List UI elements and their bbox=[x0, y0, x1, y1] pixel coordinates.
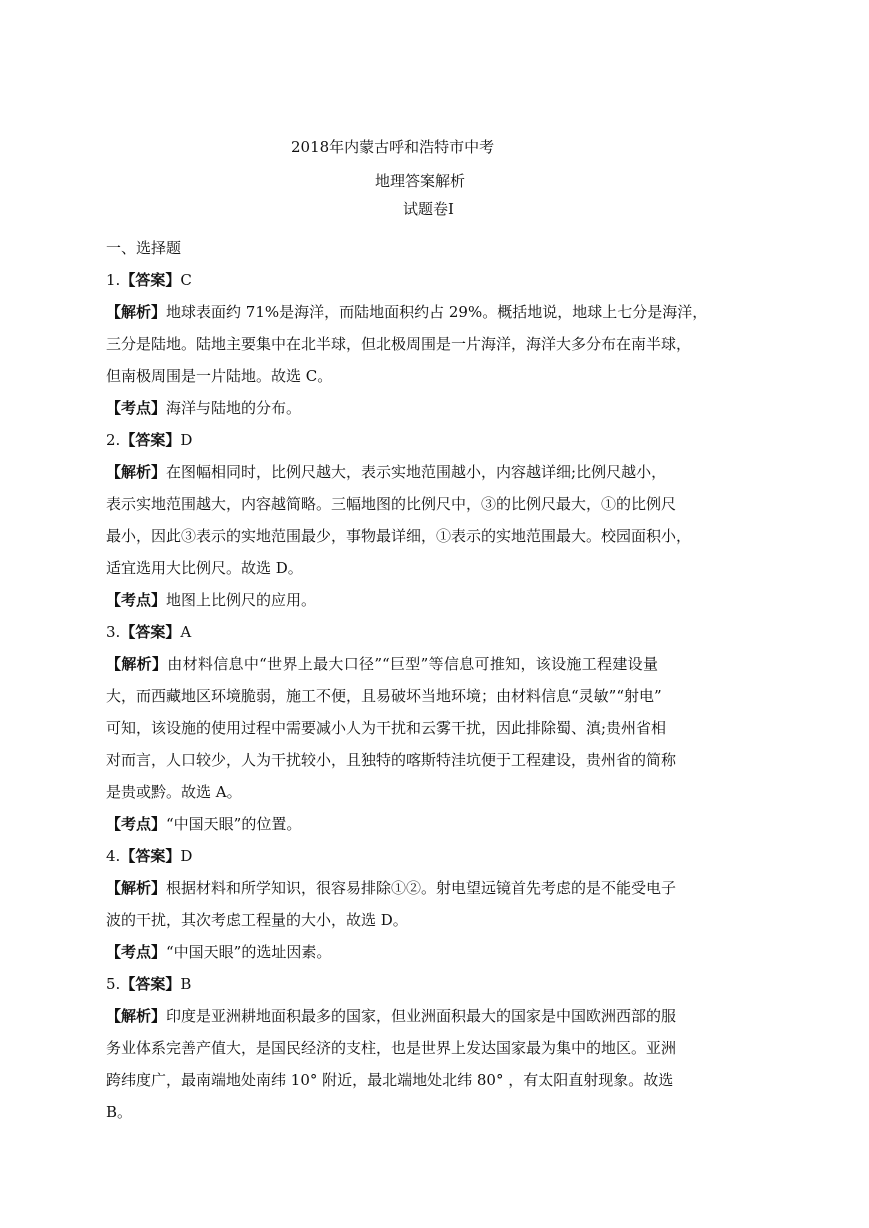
document-title: 2018年内蒙古呼和浩特市中考 bbox=[291, 138, 495, 156]
analysis-line: 对而言，人口较少，人为干扰较小，且独特的喀斯特洼坑便于工程建设，贵州省的简称 bbox=[106, 751, 677, 769]
question-2 bbox=[106, 424, 692, 616]
point-label: 【考点】 bbox=[106, 815, 167, 833]
point-line bbox=[106, 936, 658, 968]
analysis-line: B。 bbox=[106, 1103, 133, 1121]
analysis-line bbox=[106, 456, 667, 488]
analysis-line: 可知，该设施的使用过程中需要减小人为干扰和云雾干扰，因此排除蜀、滇;贵州省相 bbox=[106, 719, 667, 737]
paper-label: 试题卷Ⅰ bbox=[403, 200, 454, 218]
analysis-label: 【解析】 bbox=[106, 655, 168, 673]
answer-label: 【答案】 bbox=[120, 271, 181, 289]
analysis-line: 但南极周围是一片陆地。故选 C。 bbox=[106, 367, 333, 385]
analysis-line: 三分是陆地。陆地主要集中在北半球，但北极周围是一片海洋，海洋大多分布在南半球， bbox=[106, 335, 692, 353]
answer-line bbox=[106, 968, 658, 1000]
answer-value: C bbox=[180, 271, 192, 289]
analysis-label: 【解析】 bbox=[106, 1007, 167, 1025]
answer-label: 【答案】 bbox=[120, 623, 181, 641]
answer-value: D bbox=[180, 847, 193, 865]
analysis-line: 大，而西藏地区环境脆弱，施工不便，且易破坏当地环境；由材料信息“灵敏”“射电” bbox=[106, 687, 662, 705]
analysis-line: 波的干扰，其次考虑工程量的大小，故选 D。 bbox=[106, 911, 408, 929]
question-number: 4. bbox=[106, 847, 121, 865]
point-text: 海洋与陆地的分布。 bbox=[166, 399, 302, 417]
point-label: 【考点】 bbox=[106, 943, 167, 961]
answer-label: 【答案】 bbox=[120, 847, 181, 865]
answer-value: D bbox=[180, 431, 193, 449]
question-5 bbox=[106, 968, 677, 1128]
analysis-text: 由材料信息中“世界上最大口径”“巨型”等信息可推知，该设施工程建设量 bbox=[167, 655, 658, 673]
point-label: 【考点】 bbox=[106, 591, 167, 609]
answer-label: 【答案】 bbox=[120, 431, 181, 449]
analysis-line: 表示实地范围越大，内容越简略。三幅地图的比例尺中，③的比例尺最大，①的比例尺 bbox=[106, 495, 677, 513]
analysis-label: 【解析】 bbox=[106, 463, 167, 481]
analysis-text: 印度是亚洲耕地面积最多的国家，但业洲面积最大的国家是中国欧洲西部的服 bbox=[166, 1007, 677, 1025]
answer-line bbox=[106, 424, 658, 456]
answer-value: A bbox=[180, 623, 192, 641]
point-text: “中国天眼”的选址因素。 bbox=[166, 943, 332, 961]
analysis-line bbox=[106, 872, 677, 904]
analysis-line bbox=[106, 648, 658, 680]
answer-line bbox=[106, 840, 658, 872]
analysis-line: 跨纬度广，最南端地处南纬 10° 附近，最北端地处北纬 80° ，有太阳直射现象。故选 bbox=[106, 1071, 674, 1089]
question-number: 5. bbox=[106, 975, 121, 993]
point-label: 【考点】 bbox=[106, 399, 167, 417]
section-heading: 一、选择题 bbox=[106, 239, 182, 257]
analysis-text: 在图幅相同时，比例尺越大，表示实地范围越小，内容越详细;比例尺越小， bbox=[166, 463, 667, 481]
question-1 bbox=[106, 264, 708, 424]
analysis-label: 【解析】 bbox=[106, 879, 167, 897]
point-line bbox=[106, 808, 658, 840]
question-3 bbox=[106, 616, 677, 840]
answer-label: 【答案】 bbox=[120, 975, 181, 993]
point-text: 地图上比例尺的应用。 bbox=[166, 591, 317, 609]
point-line bbox=[106, 584, 658, 616]
answer-line bbox=[106, 616, 658, 648]
analysis-line bbox=[106, 296, 708, 328]
analysis-text: 根据材料和所学知识，很容易排除①②。射电望远镜首先考虑的是不能受电子 bbox=[166, 879, 677, 897]
analysis-line: 是贵或黔。故选 A。 bbox=[106, 783, 242, 801]
document-body bbox=[106, 232, 708, 1128]
point-text: “中国天眼”的位置。 bbox=[166, 815, 302, 833]
answer-value: B bbox=[180, 975, 192, 993]
question-number: 1. bbox=[106, 271, 121, 289]
point-line bbox=[106, 392, 658, 424]
analysis-line: 务业体系完善产值大，是国民经济的支柱，也是世界上发达国家最为集中的地区。亚洲 bbox=[106, 1039, 677, 1057]
document-subtitle: 地理答案解析 bbox=[375, 172, 466, 190]
analysis-line bbox=[106, 1000, 677, 1032]
analysis-line: 适宜选用大比例尺。故选 D。 bbox=[106, 559, 303, 577]
question-number: 2. bbox=[106, 431, 121, 449]
analysis-text: 地球表面约 71%是海洋，而陆地面积约占 29%。概括地说，地球上七分是海洋， bbox=[166, 303, 708, 321]
answer-line bbox=[106, 264, 658, 296]
analysis-label: 【解析】 bbox=[106, 303, 167, 321]
analysis-line: 最小，因此③表示的实地范围最少，事物最详细，①表示的实地范围最大。校园面积小， bbox=[106, 527, 692, 545]
question-number: 3. bbox=[106, 623, 121, 641]
question-4 bbox=[106, 840, 677, 968]
